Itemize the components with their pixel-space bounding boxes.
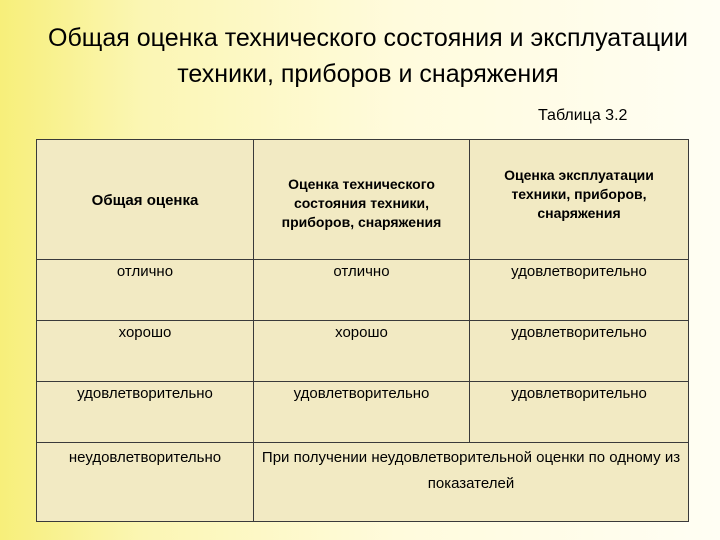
table-header-row <box>37 140 689 260</box>
header-overall-assessment: Общая оценка <box>37 140 254 260</box>
cell-overall: неудовлетворительно <box>37 443 254 522</box>
table-caption: Таблица 3.2 <box>538 107 628 124</box>
cell-overall: отлично <box>37 260 254 321</box>
cell-merged-note: При получении неудовлетворительной оценки по одному из показателей <box>254 443 689 522</box>
table-row-unsatisfactory <box>37 443 689 522</box>
cell-technical: удовлетворительно <box>254 382 470 443</box>
cell-technical: отлично <box>254 260 470 321</box>
cell-overall: хорошо <box>37 321 254 382</box>
slide-title: Общая оценка технического состояния и эксплуатации техники, приборов и снаряжения <box>48 24 688 88</box>
cell-technical: хорошо <box>254 321 470 382</box>
table-row <box>37 382 689 443</box>
cell-operation: удовлетворительно <box>470 382 689 443</box>
table-row <box>37 321 689 382</box>
assessment-table <box>36 139 689 522</box>
cell-operation: удовлетворительно <box>470 321 689 382</box>
table-row <box>37 260 689 321</box>
header-operation-assessment: Оценка эксплуатации техники, приборов, снаряжения <box>470 140 689 260</box>
header-technical-condition: Оценка технического состояния техники, приборов, снаряжения <box>254 140 470 260</box>
cell-operation: удовлетворительно <box>470 260 689 321</box>
cell-overall: удовлетворительно <box>37 382 254 443</box>
